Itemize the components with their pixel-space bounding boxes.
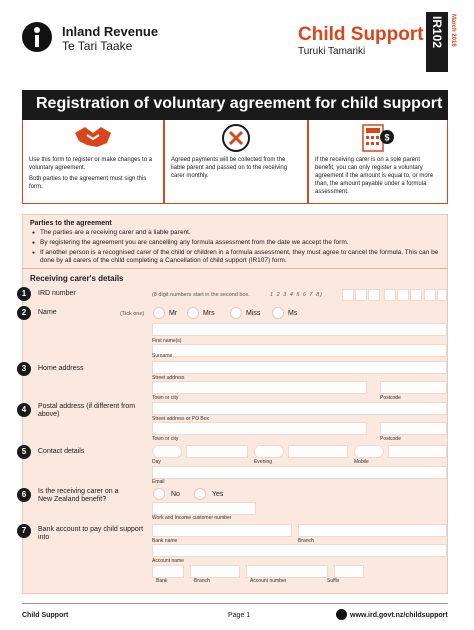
account-name-input[interactable] [152, 544, 447, 557]
info-box-usage [22, 120, 164, 204]
calculator-dollar-icon [361, 123, 395, 153]
receiving-carer-title: Receiving carer's details [30, 274, 124, 283]
parties-bullet: ● If another person is a recognised carer of the child or children in a formula assessment, they must agree to cancel the formula. This can be done by all carers of the child completing a Cancellation of child support (IR107) form. [32, 249, 440, 265]
product-title: Child Support [298, 24, 424, 45]
info-box-text: Both parties to the agreement must sign this form. [29, 176, 147, 190]
home-town-caption: Town or city [152, 395, 179, 401]
ird-hint: (8 digit numbers start in the second box. [152, 292, 250, 298]
form-code: IR102 [430, 16, 444, 49]
info-box-benefit [308, 120, 448, 204]
inland-revenue-logo-icon [22, 22, 52, 52]
benefit-no-radio[interactable] [153, 488, 165, 500]
evening-caption: Evening [254, 459, 273, 465]
evening-phone-input[interactable] [288, 445, 348, 458]
bank-caption: Bank [156, 578, 168, 584]
home-postcode-input[interactable] [380, 381, 447, 394]
ird-digit-box[interactable] [397, 289, 409, 301]
name-label: Name [38, 309, 57, 316]
bank-name-input[interactable] [152, 524, 292, 537]
title-miss-radio[interactable] [230, 307, 242, 319]
title-miss-label: Miss [246, 310, 261, 317]
question-number: 5 [17, 445, 31, 459]
bank-name-caption: Bank name [152, 538, 178, 544]
page-title: Registration of voluntary agreement for child support [36, 95, 443, 112]
postal-postcode-caption: Postcode [380, 436, 401, 442]
footer-divider [22, 603, 448, 604]
svg-text:$: $ [384, 132, 390, 143]
x-circle-icon [221, 123, 251, 153]
parties-bullet: ● The parties are a receiving carer and a liable parent. [32, 229, 440, 237]
branch-name-input[interactable] [298, 524, 447, 537]
postal-town-caption: Town or city [152, 436, 179, 442]
bank-account-label: Bank account to pay child support into [38, 526, 144, 541]
org-maori-name: Te Tari Taake [62, 39, 133, 53]
branch-code-input[interactable] [190, 565, 240, 578]
home-town-input[interactable] [152, 381, 367, 394]
ird-digit-box[interactable] [384, 289, 396, 301]
parties-bullet: ● By registering the agreement you are cancelling any formula assessment from the date we accept the form. [32, 239, 440, 247]
question-number: 1 [17, 287, 31, 301]
title-mr-label: Mr [169, 310, 178, 317]
postal-street-caption: Street address or PO Box [152, 416, 209, 422]
title-mr-radio[interactable] [153, 307, 165, 319]
winz-number-input[interactable] [152, 502, 256, 515]
handshake-icon [73, 123, 113, 151]
org-name: Inland Revenue [62, 24, 159, 39]
contact-details-label: Contact details [38, 448, 85, 455]
title-mrs-radio[interactable] [187, 307, 199, 319]
postal-street-input[interactable] [152, 402, 447, 415]
ird-digit-box[interactable] [424, 289, 436, 301]
parties-title: Parties to the agreement [30, 220, 112, 227]
title-mrs-label: Mrs [203, 310, 215, 317]
footer-url[interactable]: www.ird.govt.nz/childsupport [350, 612, 448, 619]
form-date: March 2016 [450, 14, 456, 47]
surname-input[interactable] [152, 344, 447, 357]
question-number: 3 [17, 362, 31, 376]
ird-number-label: IRD number [38, 290, 76, 297]
question-number: 4 [17, 403, 31, 417]
bank-code-input[interactable] [152, 565, 184, 578]
mobile-input[interactable] [388, 445, 447, 458]
benefit-yes-radio[interactable] [194, 488, 206, 500]
first-names-caption: First name(s) [152, 338, 182, 344]
form-code-tab [426, 12, 448, 72]
footer-logo-icon [336, 609, 347, 620]
suffix-input[interactable] [334, 565, 364, 578]
day-phone-prefix-input[interactable] [152, 445, 182, 458]
ird-digit-box[interactable] [355, 289, 367, 301]
day-caption: Day [152, 459, 161, 465]
question-number: 7 [17, 524, 31, 538]
account-number-input[interactable] [246, 565, 328, 578]
info-box-text: Agreed payments will be collected from the liable parent and passed on to the receiving carer monthly. [171, 157, 288, 179]
info-box-payments [164, 120, 308, 204]
title-ms-radio[interactable] [272, 307, 284, 319]
mobile-prefix-input[interactable] [354, 445, 384, 458]
winz-number-caption: Work and Income customer number [152, 515, 232, 521]
branch-code-caption: Branch [194, 578, 210, 584]
product-maori-title: Turuki Tamariki [298, 46, 366, 57]
account-number-caption: Account number [250, 578, 287, 584]
email-input[interactable] [152, 466, 447, 479]
evening-phone-prefix-input[interactable] [254, 445, 284, 458]
ird-digit-box[interactable] [437, 289, 447, 301]
title-ms-label: Ms [288, 310, 298, 317]
first-names-input[interactable] [152, 323, 447, 336]
postal-town-input[interactable] [152, 422, 367, 435]
branch-caption: Branch [298, 538, 314, 544]
mobile-caption: Mobile [354, 459, 369, 465]
ird-digit-box[interactable] [342, 289, 354, 301]
benefit-yes-label: Yes [212, 491, 224, 498]
surname-caption: Surname [152, 353, 173, 359]
ird-digit-box[interactable] [368, 289, 380, 301]
question-number: 6 [17, 488, 31, 502]
page-title-bar [22, 90, 448, 120]
postal-postcode-input[interactable] [380, 422, 447, 435]
info-box-text: Use this form to register or make changes to a voluntary agreement. [29, 157, 153, 171]
home-postcode-caption: Postcode [380, 395, 401, 401]
home-street-input[interactable] [152, 361, 447, 374]
benefit-question-label: Is the receiving carer on a New Zealand benefit? [38, 488, 119, 503]
home-street-caption: Street address [152, 375, 185, 381]
account-name-caption: Account name [152, 558, 184, 564]
suffix-caption: Suffix [327, 578, 340, 584]
footer-product: Child Support [22, 612, 69, 619]
postal-address-label: Postal address (if different from above) [38, 403, 136, 418]
ird-example: 1 2 3 4 5 6 7 8) [270, 292, 323, 298]
question-number: 2 [17, 306, 31, 320]
day-phone-input[interactable] [186, 445, 248, 458]
footer-page-number: Page 1 [228, 612, 251, 619]
tick-one-hint: (Tick one) [120, 311, 145, 317]
benefit-no-label: No [171, 491, 180, 498]
info-box-text: If the receiving carer is on a sole parent benefit, you can only register a voluntary agreement if the amount is equal to, or more than, the amount payable under a formula assessment. [315, 157, 434, 195]
section-divider [22, 268, 448, 269]
email-caption: Email [152, 479, 165, 485]
home-address-label: Home address [38, 365, 84, 372]
ird-digit-box[interactable] [410, 289, 422, 301]
